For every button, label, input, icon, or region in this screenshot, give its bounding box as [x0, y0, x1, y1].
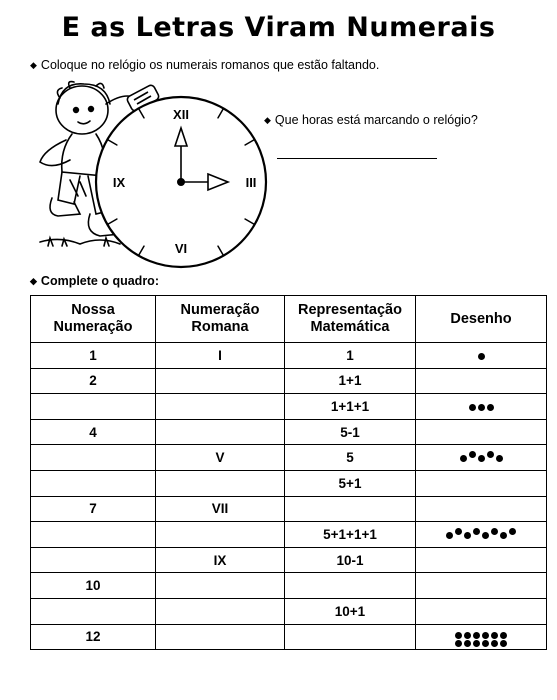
dot	[455, 632, 462, 639]
cell-numeracao-romana: I	[156, 343, 285, 369]
table-header-row	[31, 296, 547, 343]
dot	[500, 632, 507, 639]
cell-numeracao-romana: V	[156, 445, 285, 471]
dot	[500, 640, 507, 647]
clock-face	[96, 97, 266, 267]
table-row	[31, 573, 547, 599]
dot	[455, 528, 462, 535]
cell-representacao-matematica[interactable]	[285, 624, 416, 650]
table-body	[31, 343, 547, 650]
cell-numeracao-romana: VII	[156, 496, 285, 522]
dot	[478, 353, 485, 360]
dot	[469, 451, 476, 458]
table-row	[31, 496, 547, 522]
dot	[473, 528, 480, 535]
cell-desenho	[416, 343, 547, 369]
table-row	[31, 394, 547, 420]
cell-nossa-numeracao: 1	[31, 343, 156, 369]
table-row	[31, 624, 547, 650]
cell-numeracao-romana[interactable]	[156, 522, 285, 548]
dot	[500, 532, 507, 539]
time-question	[264, 113, 478, 127]
cell-representacao-matematica: 5	[285, 445, 416, 471]
cell-desenho[interactable]	[416, 573, 547, 599]
cell-nossa-numeracao: 2	[31, 368, 156, 394]
cell-numeracao-romana[interactable]	[156, 573, 285, 599]
bullet-icon: ◆	[30, 60, 37, 70]
dot	[482, 640, 489, 647]
cell-desenho[interactable]	[416, 419, 547, 445]
dot	[446, 532, 453, 539]
table-instruction	[30, 274, 159, 288]
cell-representacao-matematica: 1+1+1	[285, 394, 416, 420]
cell-desenho[interactable]	[416, 470, 547, 496]
dot	[464, 640, 471, 647]
cell-desenho[interactable]	[416, 496, 547, 522]
table-row	[31, 598, 547, 624]
dot	[473, 632, 480, 639]
cell-numeracao-romana[interactable]	[156, 470, 285, 496]
cell-representacao-matematica[interactable]	[285, 496, 416, 522]
cell-representacao-matematica: 10-1	[285, 547, 416, 573]
cell-numeracao-romana[interactable]	[156, 419, 285, 445]
clock-illustration	[0, 0, 557, 290]
table-row	[31, 368, 547, 394]
dot	[491, 528, 498, 535]
cell-nossa-numeracao[interactable]	[31, 470, 156, 496]
numeral-ix: IX	[112, 175, 126, 190]
cell-desenho	[416, 445, 547, 471]
dot	[491, 640, 498, 647]
answer-line[interactable]	[277, 158, 437, 159]
dot	[460, 455, 467, 462]
numerals-table	[30, 295, 547, 650]
cell-representacao-matematica: 1+1	[285, 368, 416, 394]
dot	[478, 455, 485, 462]
table-row	[31, 470, 547, 496]
dot	[473, 640, 480, 647]
dot	[487, 404, 494, 411]
table-row	[31, 419, 547, 445]
dot	[464, 532, 471, 539]
cell-desenho[interactable]	[416, 547, 547, 573]
dots-drawing	[455, 632, 508, 647]
clock-instruction-text: Coloque no relógio os numerais romanos que estão faltando.	[40, 58, 380, 72]
dot	[478, 404, 485, 411]
dot	[491, 632, 498, 639]
cell-desenho[interactable]	[416, 598, 547, 624]
numeral-vi: VI	[174, 241, 188, 256]
dot	[487, 451, 494, 458]
time-question-text: Que horas está marcando o relógio?	[274, 113, 478, 127]
cell-desenho[interactable]	[416, 368, 547, 394]
dot	[509, 528, 516, 535]
table-row	[31, 343, 547, 369]
cell-numeracao-romana[interactable]	[156, 598, 285, 624]
table-row	[31, 522, 547, 548]
bullet-icon: ◆	[264, 115, 271, 125]
dot	[469, 404, 476, 411]
cell-numeracao-romana: IX	[156, 547, 285, 573]
table-instruction-text: Complete o quadro:	[40, 274, 159, 288]
header-representacao-matematica: Representação Matemática	[285, 296, 416, 343]
cell-nossa-numeracao[interactable]	[31, 522, 156, 548]
cell-nossa-numeracao[interactable]	[31, 394, 156, 420]
page-title: E as Letras Viram Numerais	[61, 12, 496, 43]
bullet-icon: ◆	[30, 276, 37, 286]
cell-nossa-numeracao[interactable]	[31, 445, 156, 471]
cell-representacao-matematica[interactable]	[285, 573, 416, 599]
cell-representacao-matematica: 10+1	[285, 598, 416, 624]
table-row	[31, 547, 547, 573]
cell-representacao-matematica: 5-1	[285, 419, 416, 445]
cell-representacao-matematica: 5+1	[285, 470, 416, 496]
table-row	[31, 445, 547, 471]
numeral-iii: III	[245, 175, 257, 190]
dot	[482, 532, 489, 539]
cell-representacao-matematica: 1	[285, 343, 416, 369]
cell-numeracao-romana[interactable]	[156, 624, 285, 650]
header-numeracao-romana: Numeração Romana	[156, 296, 285, 343]
cell-desenho	[416, 394, 547, 420]
header-desenho: Desenho	[416, 296, 547, 343]
dot	[464, 632, 471, 639]
cell-desenho	[416, 624, 547, 650]
dot	[496, 455, 503, 462]
cell-nossa-numeracao: 10	[31, 573, 156, 599]
cell-nossa-numeracao[interactable]	[31, 547, 156, 573]
cell-representacao-matematica: 5+1+1+1	[285, 522, 416, 548]
cell-numeracao-romana[interactable]	[156, 368, 285, 394]
numeral-xii: XII	[173, 107, 189, 122]
cell-nossa-numeracao: 4	[31, 419, 156, 445]
header-nossa-numeracao: Nossa Numeração	[31, 296, 156, 343]
dot	[482, 632, 489, 639]
cell-nossa-numeracao: 7	[31, 496, 156, 522]
cell-desenho	[416, 522, 547, 548]
dot	[455, 640, 462, 647]
cell-nossa-numeracao[interactable]	[31, 598, 156, 624]
cell-nossa-numeracao: 12	[31, 624, 156, 650]
cell-numeracao-romana[interactable]	[156, 394, 285, 420]
